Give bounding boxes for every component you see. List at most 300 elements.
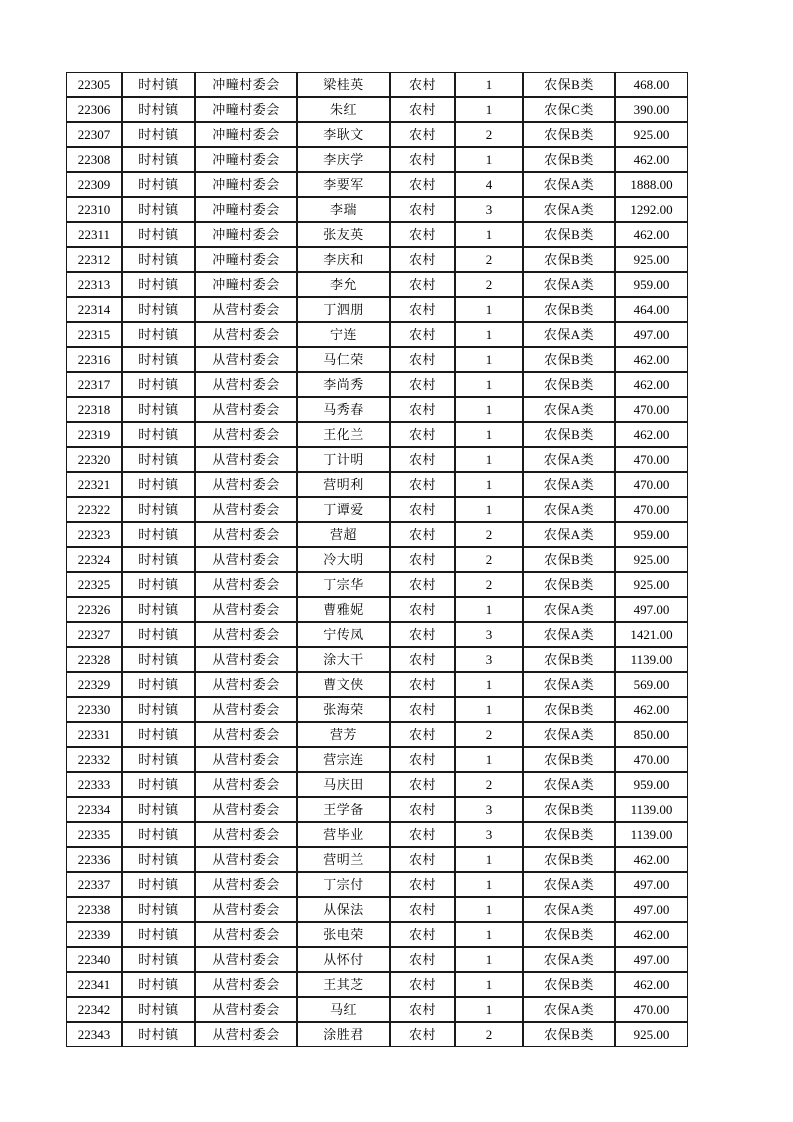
cell-insurance-category: 农保A类	[523, 397, 615, 422]
cell-person-count: 3	[455, 622, 523, 647]
cell-household-type: 农村	[390, 247, 455, 272]
cell-town: 时村镇	[122, 622, 195, 647]
cell-town: 时村镇	[122, 272, 195, 297]
cell-serial-number: 22313	[66, 272, 122, 297]
cell-household-type: 农村	[390, 572, 455, 597]
table-row	[66, 647, 688, 672]
cell-person-count: 1	[455, 997, 523, 1022]
cell-person-name: 营明兰	[297, 847, 390, 872]
cell-town: 时村镇	[122, 747, 195, 772]
cell-amount: 462.00	[615, 922, 688, 947]
table-row	[66, 947, 688, 972]
cell-household-type: 农村	[390, 297, 455, 322]
cell-household-type: 农村	[390, 772, 455, 797]
cell-insurance-category: 农保B类	[523, 1022, 615, 1047]
cell-village-committee: 冲疃村委会	[195, 272, 297, 297]
cell-household-type: 农村	[390, 547, 455, 572]
cell-person-name: 涂大干	[297, 647, 390, 672]
cell-person-count: 4	[455, 172, 523, 197]
cell-person-count: 1	[455, 947, 523, 972]
cell-person-count: 2	[455, 772, 523, 797]
table-row	[66, 497, 688, 522]
cell-amount: 462.00	[615, 697, 688, 722]
cell-village-committee: 从营村委会	[195, 397, 297, 422]
cell-village-committee: 从营村委会	[195, 472, 297, 497]
table-row	[66, 672, 688, 697]
cell-insurance-category: 农保A类	[523, 472, 615, 497]
cell-person-count: 1	[455, 922, 523, 947]
cell-household-type: 农村	[390, 847, 455, 872]
cell-person-count: 2	[455, 722, 523, 747]
table-row	[66, 822, 688, 847]
cell-household-type: 农村	[390, 447, 455, 472]
cell-village-committee: 从营村委会	[195, 372, 297, 397]
cell-amount: 497.00	[615, 947, 688, 972]
cell-insurance-category: 农保A类	[523, 197, 615, 222]
cell-town: 时村镇	[122, 722, 195, 747]
cell-insurance-category: 农保A类	[523, 997, 615, 1022]
cell-town: 时村镇	[122, 1022, 195, 1047]
cell-household-type: 农村	[390, 647, 455, 672]
cell-amount: 470.00	[615, 397, 688, 422]
cell-amount: 462.00	[615, 147, 688, 172]
cell-village-committee: 从营村委会	[195, 947, 297, 972]
cell-village-committee: 从营村委会	[195, 1022, 297, 1047]
cell-person-count: 1	[455, 972, 523, 997]
cell-person-name: 李耿文	[297, 122, 390, 147]
cell-person-name: 张友英	[297, 222, 390, 247]
cell-village-committee: 从营村委会	[195, 897, 297, 922]
cell-person-name: 马庆田	[297, 772, 390, 797]
cell-insurance-category: 农保A类	[523, 672, 615, 697]
cell-serial-number: 22327	[66, 622, 122, 647]
cell-household-type: 农村	[390, 72, 455, 97]
cell-household-type: 农村	[390, 122, 455, 147]
cell-person-name: 营毕业	[297, 822, 390, 847]
cell-town: 时村镇	[122, 347, 195, 372]
cell-insurance-category: 农保A类	[523, 597, 615, 622]
table-row	[66, 572, 688, 597]
cell-insurance-category: 农保A类	[523, 322, 615, 347]
cell-insurance-category: 农保B类	[523, 647, 615, 672]
cell-household-type: 农村	[390, 372, 455, 397]
cell-village-committee: 从营村委会	[195, 622, 297, 647]
cell-town: 时村镇	[122, 822, 195, 847]
insurance-roster-table	[66, 72, 688, 1047]
cell-person-name: 从怀付	[297, 947, 390, 972]
cell-town: 时村镇	[122, 672, 195, 697]
table-body	[66, 72, 688, 1047]
table-row	[66, 972, 688, 997]
cell-amount: 464.00	[615, 297, 688, 322]
cell-town: 时村镇	[122, 547, 195, 572]
cell-insurance-category: 农保A类	[523, 522, 615, 547]
cell-household-type: 农村	[390, 672, 455, 697]
cell-town: 时村镇	[122, 647, 195, 672]
cell-person-name: 马红	[297, 997, 390, 1022]
cell-village-committee: 从营村委会	[195, 672, 297, 697]
cell-household-type: 农村	[390, 472, 455, 497]
cell-village-committee: 从营村委会	[195, 547, 297, 572]
cell-town: 时村镇	[122, 872, 195, 897]
cell-household-type: 农村	[390, 97, 455, 122]
cell-insurance-category: 农保C类	[523, 97, 615, 122]
cell-household-type: 农村	[390, 697, 455, 722]
cell-insurance-category: 农保A类	[523, 947, 615, 972]
cell-insurance-category: 农保B类	[523, 547, 615, 572]
cell-insurance-category: 农保B类	[523, 122, 615, 147]
table-row	[66, 72, 688, 97]
cell-amount: 925.00	[615, 547, 688, 572]
cell-person-name: 丁宗华	[297, 572, 390, 597]
cell-serial-number: 22312	[66, 247, 122, 272]
cell-person-count: 2	[455, 572, 523, 597]
cell-village-committee: 从营村委会	[195, 647, 297, 672]
cell-village-committee: 从营村委会	[195, 422, 297, 447]
cell-person-name: 宁传凤	[297, 622, 390, 647]
cell-person-count: 3	[455, 197, 523, 222]
cell-insurance-category: 农保B类	[523, 347, 615, 372]
cell-person-name: 李要军	[297, 172, 390, 197]
cell-household-type: 农村	[390, 222, 455, 247]
cell-village-committee: 从营村委会	[195, 722, 297, 747]
cell-person-count: 1	[455, 697, 523, 722]
cell-person-count: 1	[455, 347, 523, 372]
table-row	[66, 347, 688, 372]
cell-insurance-category: 农保B类	[523, 72, 615, 97]
cell-household-type: 农村	[390, 197, 455, 222]
cell-amount: 1139.00	[615, 822, 688, 847]
cell-person-name: 张海荣	[297, 697, 390, 722]
cell-person-count: 1	[455, 747, 523, 772]
cell-person-name: 营超	[297, 522, 390, 547]
cell-person-count: 2	[455, 122, 523, 147]
cell-household-type: 农村	[390, 347, 455, 372]
table-row	[66, 372, 688, 397]
cell-town: 时村镇	[122, 972, 195, 997]
cell-person-count: 1	[455, 147, 523, 172]
cell-village-committee: 从营村委会	[195, 997, 297, 1022]
cell-serial-number: 22329	[66, 672, 122, 697]
cell-village-committee: 从营村委会	[195, 322, 297, 347]
cell-person-name: 朱红	[297, 97, 390, 122]
cell-person-name: 马秀春	[297, 397, 390, 422]
cell-town: 时村镇	[122, 447, 195, 472]
cell-insurance-category: 农保A类	[523, 497, 615, 522]
cell-household-type: 农村	[390, 972, 455, 997]
table-row	[66, 97, 688, 122]
table-row	[66, 697, 688, 722]
cell-serial-number: 22323	[66, 522, 122, 547]
table-row	[66, 147, 688, 172]
cell-serial-number: 22322	[66, 497, 122, 522]
cell-amount: 959.00	[615, 522, 688, 547]
cell-person-name: 从保法	[297, 897, 390, 922]
cell-person-name: 马仁荣	[297, 347, 390, 372]
cell-amount: 462.00	[615, 347, 688, 372]
cell-village-committee: 从营村委会	[195, 572, 297, 597]
cell-town: 时村镇	[122, 772, 195, 797]
cell-village-committee: 从营村委会	[195, 872, 297, 897]
cell-person-name: 李尚秀	[297, 372, 390, 397]
cell-amount: 497.00	[615, 872, 688, 897]
cell-serial-number: 22314	[66, 297, 122, 322]
cell-household-type: 农村	[390, 797, 455, 822]
cell-person-count: 1	[455, 297, 523, 322]
cell-amount: 470.00	[615, 497, 688, 522]
cell-person-count: 1	[455, 372, 523, 397]
cell-amount: 959.00	[615, 272, 688, 297]
cell-person-count: 3	[455, 647, 523, 672]
cell-village-committee: 冲疃村委会	[195, 147, 297, 172]
cell-town: 时村镇	[122, 797, 195, 822]
cell-village-committee: 冲疃村委会	[195, 197, 297, 222]
cell-person-count: 2	[455, 522, 523, 547]
cell-serial-number: 22315	[66, 322, 122, 347]
cell-person-name: 宁连	[297, 322, 390, 347]
table-row	[66, 522, 688, 547]
table-row	[66, 622, 688, 647]
cell-serial-number: 22310	[66, 197, 122, 222]
cell-serial-number: 22306	[66, 97, 122, 122]
cell-person-name: 王其芝	[297, 972, 390, 997]
cell-serial-number: 22340	[66, 947, 122, 972]
cell-town: 时村镇	[122, 422, 195, 447]
table-row	[66, 322, 688, 347]
cell-insurance-category: 农保B类	[523, 222, 615, 247]
cell-person-count: 1	[455, 97, 523, 122]
cell-town: 时村镇	[122, 322, 195, 347]
cell-amount: 470.00	[615, 997, 688, 1022]
cell-town: 时村镇	[122, 122, 195, 147]
cell-village-committee: 从营村委会	[195, 597, 297, 622]
cell-person-count: 1	[455, 497, 523, 522]
cell-serial-number: 22341	[66, 972, 122, 997]
cell-insurance-category: 农保A类	[523, 172, 615, 197]
cell-household-type: 农村	[390, 747, 455, 772]
cell-person-count: 2	[455, 547, 523, 572]
cell-amount: 470.00	[615, 472, 688, 497]
cell-serial-number: 22321	[66, 472, 122, 497]
table-row	[66, 222, 688, 247]
cell-town: 时村镇	[122, 222, 195, 247]
cell-insurance-category: 农保A类	[523, 772, 615, 797]
cell-insurance-category: 农保B类	[523, 422, 615, 447]
cell-amount: 925.00	[615, 247, 688, 272]
cell-village-committee: 从营村委会	[195, 847, 297, 872]
cell-town: 时村镇	[122, 472, 195, 497]
cell-village-committee: 从营村委会	[195, 447, 297, 472]
cell-person-name: 涂胜君	[297, 1022, 390, 1047]
cell-insurance-category: 农保A类	[523, 447, 615, 472]
cell-insurance-category: 农保B类	[523, 797, 615, 822]
table-row	[66, 747, 688, 772]
cell-serial-number: 22339	[66, 922, 122, 947]
cell-town: 时村镇	[122, 697, 195, 722]
table-row	[66, 197, 688, 222]
cell-town: 时村镇	[122, 522, 195, 547]
cell-amount: 569.00	[615, 672, 688, 697]
table-row	[66, 847, 688, 872]
cell-amount: 1888.00	[615, 172, 688, 197]
cell-household-type: 农村	[390, 597, 455, 622]
cell-serial-number: 22317	[66, 372, 122, 397]
cell-amount: 850.00	[615, 722, 688, 747]
cell-town: 时村镇	[122, 247, 195, 272]
cell-household-type: 农村	[390, 872, 455, 897]
cell-insurance-category: 农保B类	[523, 972, 615, 997]
cell-household-type: 农村	[390, 397, 455, 422]
cell-serial-number: 22307	[66, 122, 122, 147]
cell-amount: 925.00	[615, 572, 688, 597]
cell-person-count: 1	[455, 672, 523, 697]
cell-person-count: 2	[455, 247, 523, 272]
cell-amount: 462.00	[615, 972, 688, 997]
cell-amount: 462.00	[615, 422, 688, 447]
cell-person-name: 丁计明	[297, 447, 390, 472]
cell-insurance-category: 农保B类	[523, 822, 615, 847]
table-row	[66, 472, 688, 497]
cell-amount: 497.00	[615, 597, 688, 622]
cell-household-type: 农村	[390, 172, 455, 197]
cell-serial-number: 22338	[66, 897, 122, 922]
table-row	[66, 772, 688, 797]
cell-serial-number: 22311	[66, 222, 122, 247]
cell-serial-number: 22328	[66, 647, 122, 672]
cell-person-count: 1	[455, 897, 523, 922]
cell-serial-number: 22337	[66, 872, 122, 897]
cell-household-type: 农村	[390, 272, 455, 297]
cell-person-count: 3	[455, 822, 523, 847]
cell-insurance-category: 农保B类	[523, 147, 615, 172]
cell-town: 时村镇	[122, 897, 195, 922]
cell-person-name: 王学备	[297, 797, 390, 822]
cell-serial-number: 22336	[66, 847, 122, 872]
cell-person-count: 3	[455, 797, 523, 822]
cell-amount: 462.00	[615, 222, 688, 247]
cell-household-type: 农村	[390, 722, 455, 747]
table-row	[66, 872, 688, 897]
cell-village-committee: 从营村委会	[195, 822, 297, 847]
cell-insurance-category: 农保B类	[523, 747, 615, 772]
cell-person-name: 丁谭爱	[297, 497, 390, 522]
cell-serial-number: 22334	[66, 797, 122, 822]
cell-village-committee: 冲疃村委会	[195, 72, 297, 97]
cell-person-count: 1	[455, 422, 523, 447]
cell-person-name: 梁桂英	[297, 72, 390, 97]
cell-person-count: 2	[455, 272, 523, 297]
cell-town: 时村镇	[122, 597, 195, 622]
cell-town: 时村镇	[122, 372, 195, 397]
cell-household-type: 农村	[390, 947, 455, 972]
cell-town: 时村镇	[122, 397, 195, 422]
cell-village-committee: 冲疃村委会	[195, 97, 297, 122]
cell-person-name: 丁宗付	[297, 872, 390, 897]
cell-person-name: 丁泗朋	[297, 297, 390, 322]
cell-amount: 1139.00	[615, 647, 688, 672]
cell-person-name: 王化兰	[297, 422, 390, 447]
cell-person-name: 营明利	[297, 472, 390, 497]
cell-insurance-category: 农保A类	[523, 622, 615, 647]
cell-serial-number: 22325	[66, 572, 122, 597]
table-row	[66, 547, 688, 572]
cell-person-name: 李庆和	[297, 247, 390, 272]
cell-person-name: 曹文侠	[297, 672, 390, 697]
cell-insurance-category: 农保A类	[523, 272, 615, 297]
cell-household-type: 农村	[390, 897, 455, 922]
cell-person-count: 1	[455, 322, 523, 347]
cell-household-type: 农村	[390, 147, 455, 172]
cell-household-type: 农村	[390, 922, 455, 947]
table-row	[66, 722, 688, 747]
cell-serial-number: 22305	[66, 72, 122, 97]
cell-village-committee: 从营村委会	[195, 497, 297, 522]
table-row	[66, 272, 688, 297]
cell-village-committee: 从营村委会	[195, 347, 297, 372]
table-row	[66, 447, 688, 472]
cell-amount: 497.00	[615, 897, 688, 922]
table-row	[66, 797, 688, 822]
cell-town: 时村镇	[122, 197, 195, 222]
cell-person-count: 1	[455, 397, 523, 422]
cell-person-name: 曹雅妮	[297, 597, 390, 622]
cell-serial-number: 22308	[66, 147, 122, 172]
cell-insurance-category: 农保A类	[523, 897, 615, 922]
cell-serial-number: 22332	[66, 747, 122, 772]
table-row	[66, 422, 688, 447]
cell-insurance-category: 农保B类	[523, 847, 615, 872]
cell-insurance-category: 农保B类	[523, 572, 615, 597]
cell-town: 时村镇	[122, 847, 195, 872]
cell-person-count: 1	[455, 597, 523, 622]
cell-insurance-category: 农保B类	[523, 372, 615, 397]
cell-town: 时村镇	[122, 947, 195, 972]
cell-amount: 390.00	[615, 97, 688, 122]
cell-household-type: 农村	[390, 822, 455, 847]
cell-insurance-category: 农保B类	[523, 697, 615, 722]
cell-village-committee: 冲疃村委会	[195, 222, 297, 247]
cell-town: 时村镇	[122, 172, 195, 197]
cell-amount: 462.00	[615, 847, 688, 872]
cell-village-committee: 从营村委会	[195, 772, 297, 797]
cell-village-committee: 从营村委会	[195, 797, 297, 822]
table-row	[66, 247, 688, 272]
cell-person-count: 1	[455, 847, 523, 872]
cell-town: 时村镇	[122, 72, 195, 97]
cell-village-committee: 从营村委会	[195, 922, 297, 947]
cell-town: 时村镇	[122, 572, 195, 597]
cell-village-committee: 从营村委会	[195, 697, 297, 722]
cell-person-count: 1	[455, 72, 523, 97]
cell-serial-number: 22331	[66, 722, 122, 747]
cell-serial-number: 22320	[66, 447, 122, 472]
table-row	[66, 997, 688, 1022]
cell-amount: 470.00	[615, 747, 688, 772]
cell-household-type: 农村	[390, 522, 455, 547]
cell-serial-number: 22324	[66, 547, 122, 572]
cell-person-count: 1	[455, 872, 523, 897]
cell-village-committee: 从营村委会	[195, 747, 297, 772]
table-row	[66, 172, 688, 197]
cell-person-count: 1	[455, 447, 523, 472]
table-row	[66, 1022, 688, 1047]
cell-person-count: 2	[455, 1022, 523, 1047]
cell-serial-number: 22309	[66, 172, 122, 197]
cell-household-type: 农村	[390, 322, 455, 347]
table-row	[66, 297, 688, 322]
cell-household-type: 农村	[390, 422, 455, 447]
table-row	[66, 397, 688, 422]
